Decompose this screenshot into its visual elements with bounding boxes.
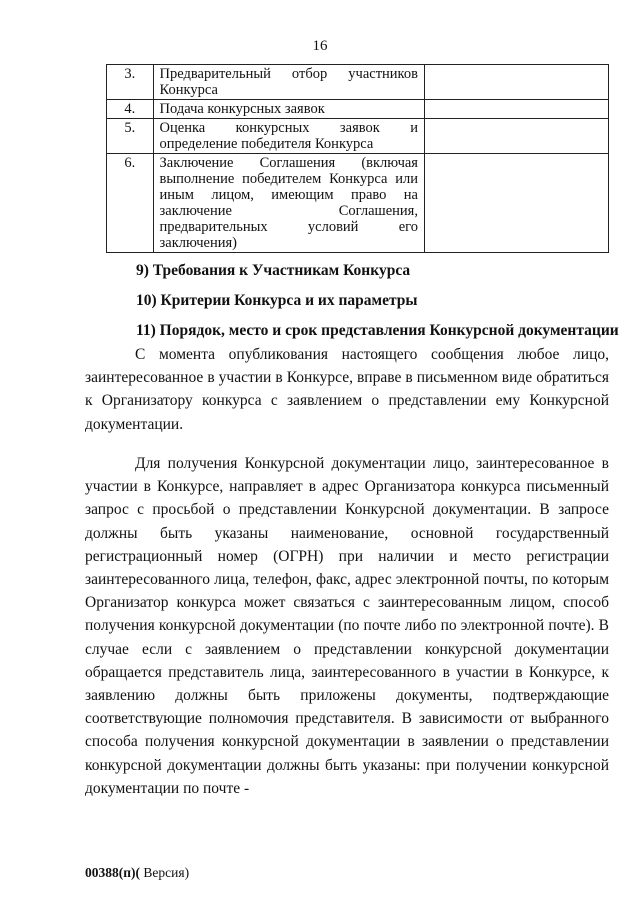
footer-version: Версия) bbox=[140, 865, 190, 880]
page-number: 16 bbox=[312, 38, 328, 54]
paragraph-intro: С момента опубликования настоящего сообщения любое лицо, заинтересованное в участии в Конкурсе, вправе в письменном виде обратиться к Организатору конкурса с заявлением о представлении ему Конкурсной документации. bbox=[85, 346, 609, 433]
table-row bbox=[107, 119, 609, 154]
row-empty-cell bbox=[424, 154, 608, 253]
schedule-table bbox=[106, 64, 609, 253]
document-footer bbox=[85, 865, 189, 881]
row-number: 3. bbox=[107, 65, 154, 100]
row-empty-cell bbox=[424, 119, 608, 154]
section-heading-9: 9) Требования к Участникам Конкурса bbox=[136, 262, 411, 279]
row-number: 5. bbox=[107, 119, 154, 154]
row-description: Заключение Соглашения (включая выполнение победителем Конкурса или иным лицом, имеющим право на заключение Соглашения, предварительных условий его заключения) bbox=[153, 154, 424, 253]
table-row bbox=[107, 100, 609, 119]
footer-code: 00388(п)( bbox=[85, 865, 141, 880]
section-heading-11: 11) Порядок, место и срок представления Конкурсной документации bbox=[136, 322, 619, 339]
row-empty-cell bbox=[424, 100, 608, 119]
table-row bbox=[107, 154, 609, 253]
paragraph-request: Для получения Конкурсной документации лицо, заинтересованное в участии в Конкурсе, направляет в адрес Организатора конкурса письменный запрос с просьбой о представлении Конкурсной документации. В запросе должны быть указаны наименование, основной государственный регистрационный номер (ОГРН) при наличии и место регистрации заинтересованного лица, телефон, факс, адрес электронной почты, по которым Организатор конкурса может связаться с заинтересованным лицом, способ получения конкурсной документации (по почте либо по электронной почте). В случае если с заявлением о представлении конкурсной документации обращается представитель лица, заинтересованного в участии в Конкурсе, к заявлению должны быть приложены документы, подтверждающие соответствующие полномочия представителя. В зависимости от выбранного способа получения конкурсной документации в заявлении о представлении конкурсной документации должны быть указаны: при получении конкурсной документации по почте - bbox=[85, 455, 609, 797]
row-description: Оценка конкурсных заявок и определение победителя Конкурса bbox=[153, 119, 424, 154]
row-empty-cell bbox=[424, 65, 608, 100]
section-heading-10: 10) Критерии Конкурса и их параметры bbox=[136, 292, 418, 309]
row-number: 4. bbox=[107, 100, 154, 119]
row-number: 6. bbox=[107, 154, 154, 253]
table-row bbox=[107, 65, 609, 100]
row-description: Подача конкурсных заявок bbox=[153, 100, 424, 119]
row-description: Предварительный отбор участников Конкурса bbox=[153, 65, 424, 100]
